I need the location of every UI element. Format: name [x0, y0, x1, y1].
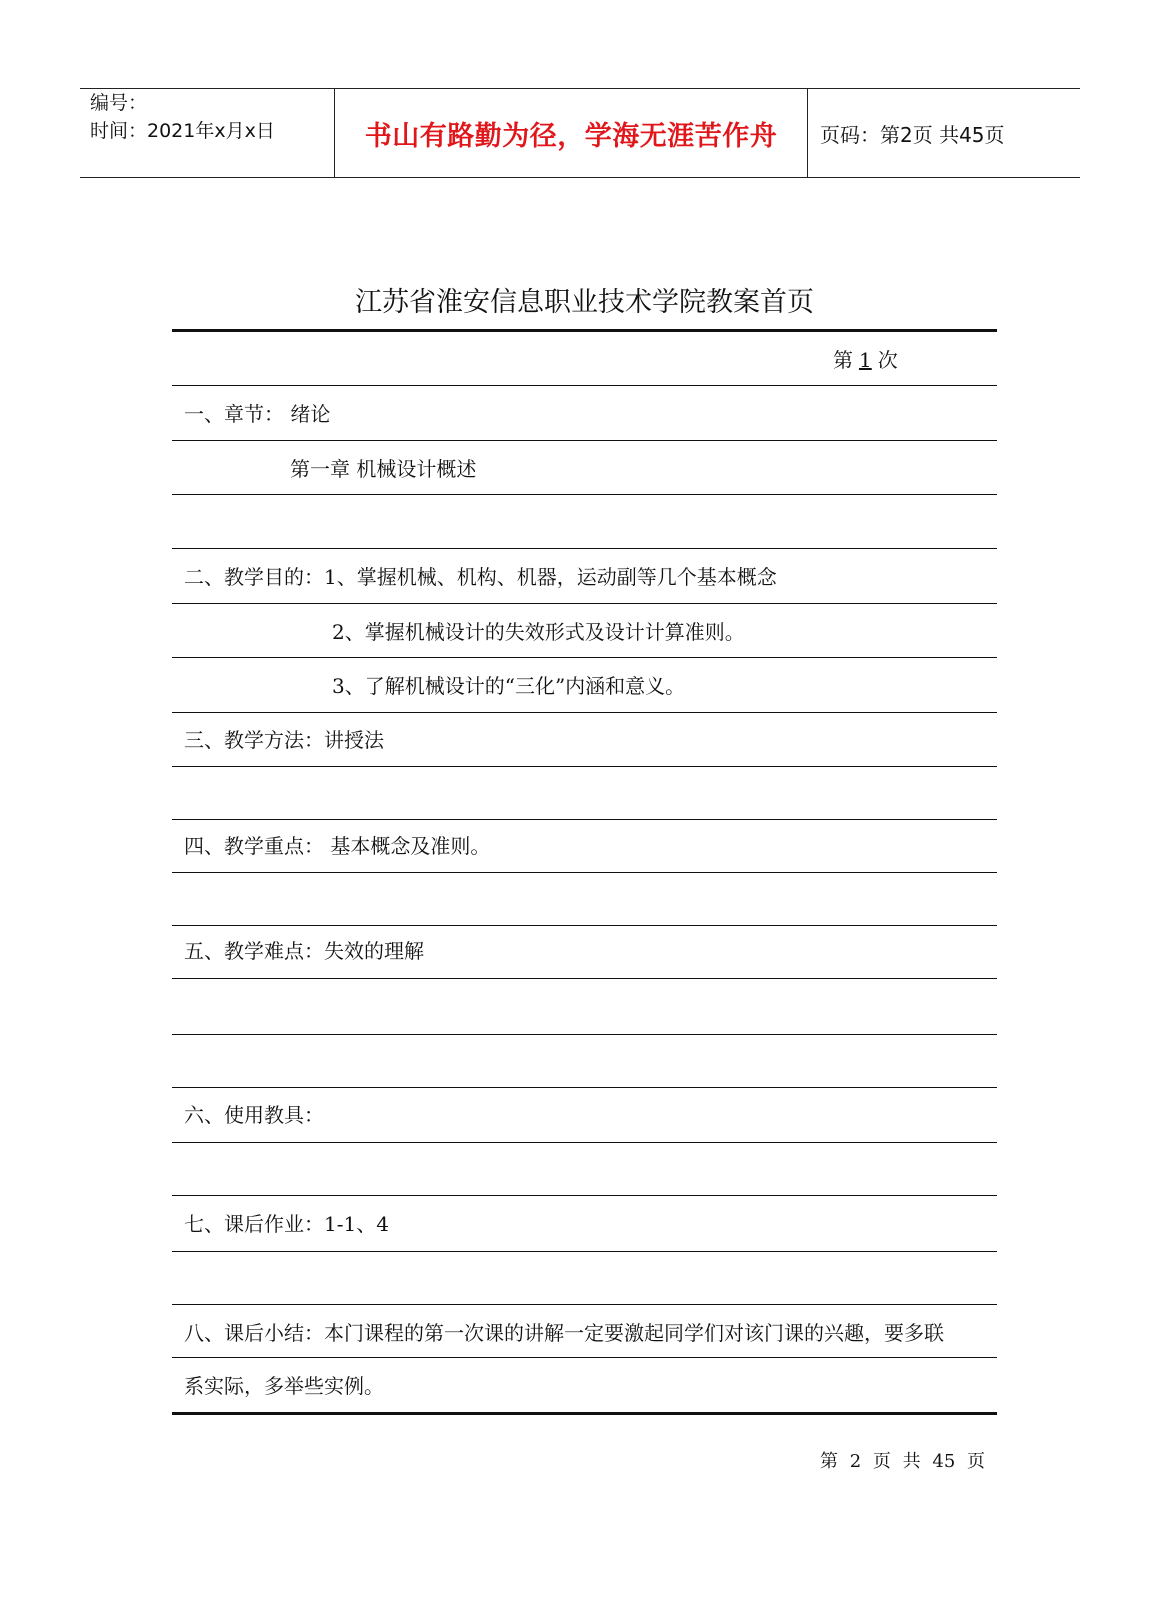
objective-row-3: 3、了解机械设计的“三化”内涵和意义。	[332, 674, 686, 698]
form-rule	[172, 1142, 997, 1143]
form-rule	[172, 1034, 997, 1035]
session-prefix: 第	[833, 348, 853, 372]
objective-row-1: 二、教学目的：1、掌握机械、机构、机器，运动副等几个基本概念	[184, 565, 777, 589]
header-meta-cell	[80, 89, 334, 177]
chapter-row: 一、章节： 绪论	[184, 402, 331, 426]
chapter-subtitle: 第一章 机械设计概述	[290, 457, 477, 481]
form-rule	[172, 1357, 997, 1358]
session-suffix: 次	[877, 348, 898, 372]
form-rule	[172, 494, 997, 495]
header-motto: 书山有路勤为径，学海无涯苦作舟	[364, 120, 778, 152]
document-time-label: 时间：2021年x月x日	[90, 120, 275, 142]
difficulty-row: 五、教学难点：失效的理解	[184, 939, 424, 963]
form-rule	[172, 872, 997, 873]
page-footer-number: 第 2 页 共 45 页	[820, 1451, 985, 1472]
document-code-label: 编号：	[90, 92, 148, 114]
summary-row-1: 八、课后小结：本门课程的第一次课的讲解一定要激起同学们对该门课的兴趣，要多联	[184, 1321, 944, 1345]
form-rule	[172, 657, 997, 658]
form-rule	[172, 1304, 997, 1305]
form-rule	[172, 925, 997, 926]
form-rule	[172, 766, 997, 767]
key-points-row: 四、教学重点： 基本概念及准则。	[184, 834, 491, 858]
homework-row: 七、课后作业：1-1、4	[184, 1212, 389, 1236]
form-bottom-rule	[172, 1412, 997, 1415]
session-number	[833, 348, 898, 372]
objective-row-2: 2、掌握机械设计的失效形式及设计计算准则。	[332, 620, 745, 644]
teaching-tools-row: 六、使用教具：	[184, 1103, 324, 1127]
form-rule	[172, 819, 997, 820]
form-rule	[172, 712, 997, 713]
form-rule	[172, 1195, 997, 1196]
form-rule	[172, 385, 997, 386]
form-rule	[172, 548, 997, 549]
document-title: 江苏省淮安信息职业技术学院教案首页	[355, 287, 814, 318]
header-motto-cell	[334, 89, 808, 177]
summary-row-2: 系实际，多举些实例。	[184, 1374, 384, 1398]
page-header	[80, 88, 1080, 178]
form-rule	[172, 440, 997, 441]
form-rule	[172, 1087, 997, 1088]
header-page-cell	[808, 89, 1080, 177]
form-top-rule	[172, 329, 997, 332]
form-rule	[172, 978, 997, 979]
teaching-method-row: 三、教学方法：讲授法	[184, 728, 384, 752]
form-rule	[172, 1251, 997, 1252]
session-number-value: 1	[859, 348, 872, 372]
form-rule	[172, 603, 997, 604]
header-page-info: 页码：第2页 共45页	[820, 122, 1005, 147]
